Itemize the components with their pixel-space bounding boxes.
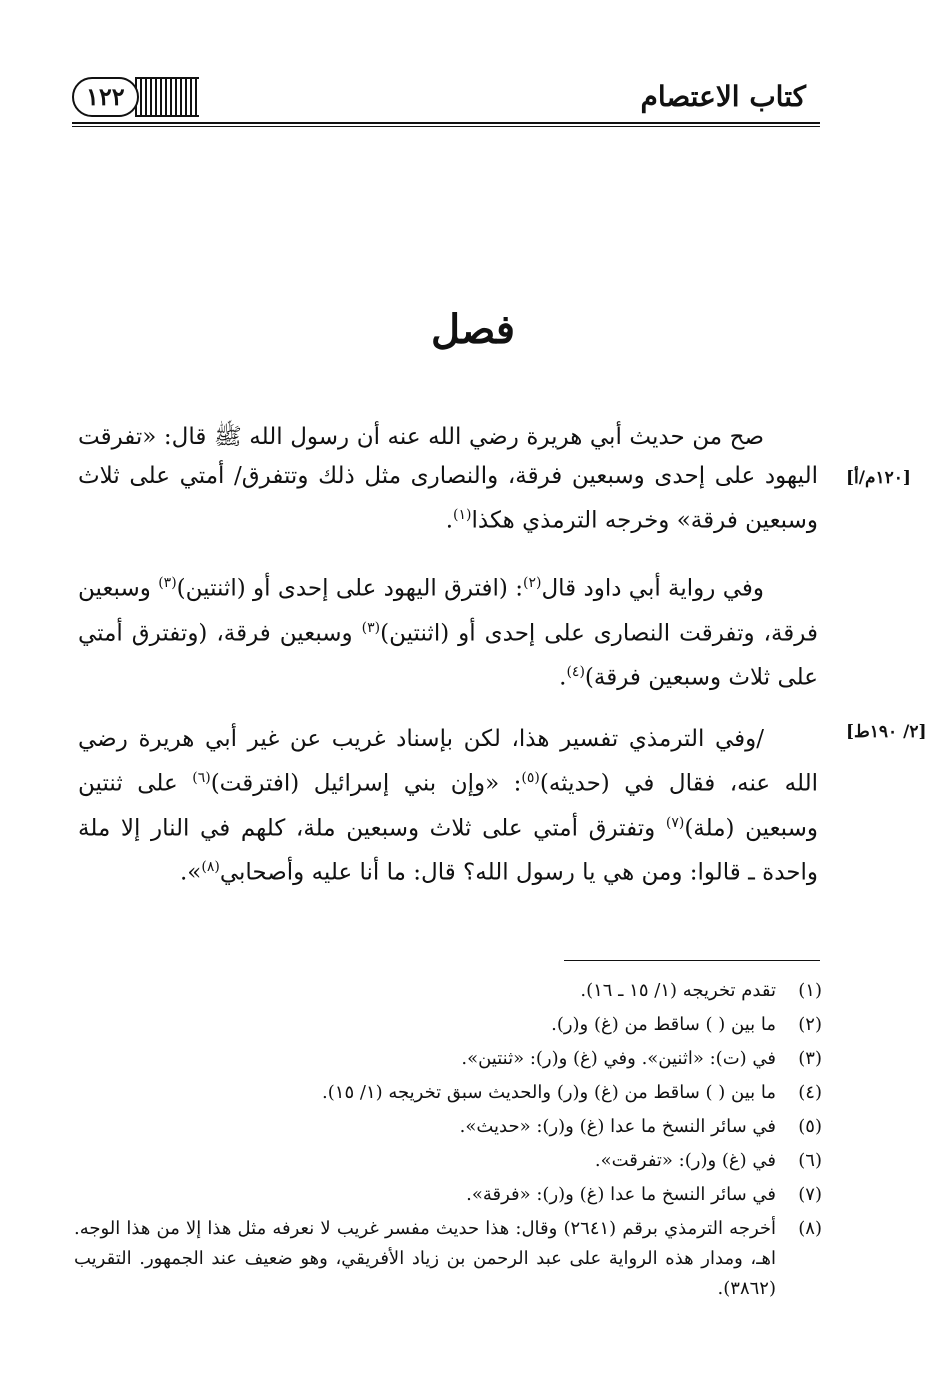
footnote-text: في (غ) و(ر): «تفرقت». <box>594 1150 776 1171</box>
footnote-number: (٧) <box>798 1184 822 1205</box>
paragraph-text: وفي رواية أبي داود قال <box>541 575 764 602</box>
footnote-text: ما بين ( ) ساقط من (غ) و(ر). <box>551 1014 776 1035</box>
paragraph-text: وتفترق أمتي على ثلاث وسبعين ملة، كلهم في النار إلا ملة واحدة ـ قالوا: ومن هي يا رسول الله؟ قال: ما أنا عليه وأصحابي <box>78 815 818 886</box>
footnotes <box>74 974 822 1304</box>
paragraph <box>78 720 818 893</box>
footnote-text: في سائر النسخ ما عدا (غ) و(ر): «حديث». <box>459 1116 776 1137</box>
footnote <box>74 974 822 1008</box>
footnote-ref[interactable]: (٥) <box>521 770 540 786</box>
footnote-text: ما بين ( ) ساقط من (غ) و(ر) والحديث سبق تخريجه (١/ ١٥). <box>322 1082 776 1103</box>
footnote-ref[interactable]: (٣) <box>361 619 381 636</box>
footnote-number: (٦) <box>798 1150 822 1171</box>
paragraph-text: وسبعين فرقة، وتفرقت النصارى على إحدى أو (اثنتين) <box>78 575 818 647</box>
footnote-number: (٨) <box>798 1218 822 1239</box>
paragraph-text: : «وإن بني إسرائيل (افترقت) <box>210 770 522 797</box>
section-title: فصل <box>430 306 516 353</box>
page-number: ١٢٢ <box>72 77 139 117</box>
running-title: كتاب الاعتصام <box>640 80 806 113</box>
hatch-ornament <box>135 77 199 117</box>
margin-note: [٢/ ١٩٠ط] <box>846 722 927 742</box>
footnote-separator <box>564 960 820 961</box>
footnote <box>74 1144 822 1178</box>
footnote-text: في سائر النسخ ما عدا (غ) و(ر): «فرقة». <box>466 1184 776 1205</box>
footnote-number: (٢) <box>798 1014 822 1035</box>
paragraph-text: /وفي الترمذي تفسير هذا، لكن بإسناد غريب عن غير أبي هريرة رضي الله عنه، فقال في (حديثه) <box>78 726 818 797</box>
footnote-ref[interactable]: (٤) <box>566 664 585 681</box>
paragraph-text: : (افترق اليهود على إحدى أو (اثنتين) <box>176 575 523 602</box>
footnote-ref[interactable]: (٧) <box>665 814 685 831</box>
footnote <box>74 1212 822 1304</box>
footnote <box>74 1042 822 1076</box>
footnote <box>74 1178 822 1212</box>
footnote-ref[interactable]: (٣) <box>158 575 177 591</box>
footnote <box>74 1110 822 1144</box>
footnote-ref[interactable]: (٨) <box>201 859 220 876</box>
page-number-badge <box>72 76 262 118</box>
footnote-ref[interactable]: (٦) <box>192 770 211 786</box>
paragraph-text: ». <box>179 859 202 886</box>
header-rule <box>72 122 820 127</box>
footnote-ref[interactable]: (٢) <box>522 575 542 591</box>
footnote-number: (٥) <box>798 1116 822 1137</box>
footnote-ref[interactable]: (١) <box>453 507 472 523</box>
paragraph-text: وسبعين فرقة، (وتفترق أمتي على ثلاث وسبعين فرقة) <box>78 620 818 691</box>
paragraph <box>78 564 818 698</box>
footnote-text: تقدم تخريجه (١/ ١٥ ـ ١٦). <box>580 980 776 1001</box>
footnote-number: (٤) <box>798 1082 822 1103</box>
footnote-number: (٣) <box>798 1048 822 1069</box>
footnote <box>74 1076 822 1110</box>
paragraph-text: . <box>445 507 454 534</box>
paragraph-text: . <box>559 664 567 691</box>
footnote-text: في (ت): «اثنين». وفي (غ) و(ر): «ثنتين». <box>461 1048 776 1069</box>
paragraph-text: صح من حديث أبي هريرة رضي الله عنه أن رسول الله ﷺ قال: «تفرقت اليهود على إحدى وسبعين فرقة، والنصارى مثل ذلك وتتفرق/ أمتي على ثلاث وسبعين فرقة» وخرجه الترمذي هكذا <box>78 424 818 534</box>
paragraph <box>78 418 818 541</box>
footnote-text: أخرجه الترمذي برقم (٢٦٤١) وقال: هذا حديث مفسر غريب لا نعرفه مثل هذا إلا من هذا الوجه. اهـ، ومدار هذه الرواية على عبد الرحمن بن زياد الأفريقي، وهو ضعيف عند الجمهور. التقريب (٣٨٦٢). <box>74 1218 777 1299</box>
margin-note: [١٢٠م/أ] <box>846 468 911 488</box>
paragraph-text: على ثنتين وسبعين (ملة) <box>78 770 818 842</box>
footnote <box>74 1008 822 1042</box>
page-header <box>72 70 820 124</box>
footnote-number: (١) <box>798 980 822 1001</box>
